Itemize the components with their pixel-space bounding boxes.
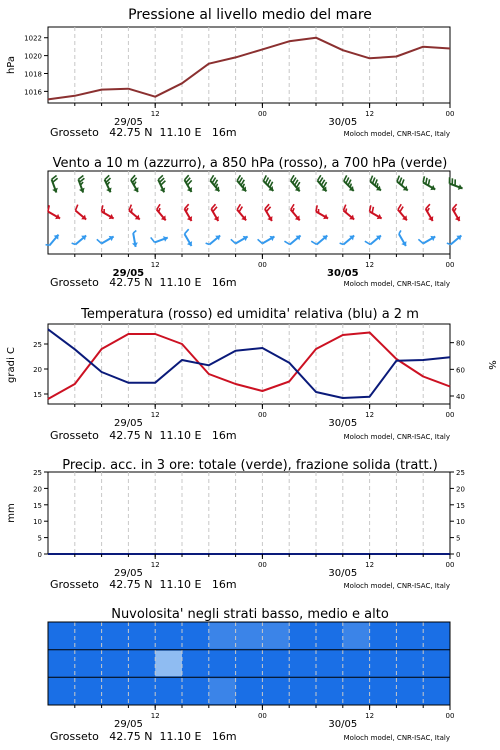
humidity-ylabel: % — [486, 360, 497, 370]
wind-barb — [185, 229, 193, 246]
barb-half-feather — [216, 184, 217, 188]
pressure-grid — [75, 27, 423, 103]
x-date-label: 29/05 — [113, 117, 143, 128]
wind-barb — [211, 204, 219, 221]
barb-feather — [293, 178, 296, 183]
barb-half-feather — [454, 208, 456, 211]
barb-feather — [397, 176, 399, 182]
y-tick-label-right: 80 — [456, 339, 465, 348]
wind-barb — [316, 205, 328, 219]
temperature-credit: Moloch model, CNR-ISAC, Italy — [343, 433, 450, 441]
wind-barb — [237, 175, 246, 191]
barb-feather — [239, 207, 242, 212]
wind-barb — [426, 204, 434, 221]
y-tick-label: 0 — [37, 551, 42, 559]
barb-feather — [370, 176, 372, 182]
y-tick-label-right: 40 — [456, 393, 465, 401]
temperature-panel — [6, 307, 497, 442]
barb-half-feather — [350, 184, 351, 188]
x-hour-label: 00 — [257, 712, 267, 720]
x-hour-label: 12 — [365, 712, 375, 720]
wind-barb — [72, 236, 87, 245]
x-hour-label: 00 — [445, 561, 455, 569]
precipitation-y-ticks — [33, 469, 48, 559]
wind-barb — [131, 175, 139, 192]
precipitation-grid — [75, 472, 423, 554]
pressure-y-ticks — [24, 35, 48, 97]
cloud-credit: Moloch model, CNR-ISAC, Italy — [343, 734, 450, 742]
x-date-label: 30/05 — [328, 117, 358, 128]
barb-feather — [319, 178, 322, 183]
wind-panel — [46, 156, 463, 289]
wind-barb — [102, 205, 114, 219]
wind-barb — [265, 204, 273, 221]
y-tick-label: 5 — [37, 534, 42, 543]
y-tick-label: 10 — [33, 518, 42, 527]
wind-barb — [370, 176, 381, 191]
cloud-cell — [236, 623, 263, 649]
precipitation-panel — [6, 458, 465, 591]
x-hour-label: 00 — [257, 110, 267, 118]
temperature-x-ticks — [75, 404, 455, 429]
pressure-location: Grosseto 42.75 N 11.10 E 16m — [50, 126, 237, 139]
y-tick-label-right: 5 — [456, 534, 461, 543]
cloud-cell — [155, 651, 182, 677]
wind-barb — [370, 205, 382, 219]
y-tick-label: 1016 — [24, 88, 42, 97]
wind-barb — [423, 176, 435, 190]
barb-half-feather — [243, 184, 244, 188]
barb-half-feather — [80, 182, 83, 185]
x-hour-label: 00 — [257, 261, 267, 269]
temperature-grid — [75, 324, 423, 404]
pressure-credit: Moloch model, CNR-ISAC, Italy — [343, 130, 450, 138]
x-hour-label: 12 — [150, 712, 160, 720]
barb-feather — [426, 178, 427, 184]
barb-half-feather — [131, 208, 132, 212]
y-tick-label-right: 10 — [456, 518, 465, 527]
wind-barb — [132, 231, 138, 247]
cloud-location: Grosseto 42.75 N 11.10 E 16m — [50, 730, 237, 743]
wind-barb — [311, 236, 327, 245]
wind-barb — [318, 175, 327, 191]
barb-feather — [373, 178, 375, 184]
wind-barb — [231, 236, 248, 244]
x-date-label: 30/05 — [328, 568, 358, 579]
pressure-plot-frame — [48, 27, 450, 103]
wind-barb — [48, 205, 60, 219]
wind-barb — [151, 236, 168, 242]
x-hour-label: 12 — [365, 110, 375, 118]
wind-barb — [157, 204, 166, 220]
wind-barb — [52, 175, 58, 192]
y-tick-label-right: 20 — [456, 485, 465, 494]
barb-half-feather — [133, 231, 136, 234]
wind-barb — [447, 236, 462, 245]
wind-location: Grosseto 42.75 N 11.10 E 16m — [50, 276, 237, 289]
temperature-plot-frame — [48, 324, 450, 404]
y-tick-label: 1022 — [24, 34, 42, 43]
wind-barb — [105, 175, 112, 192]
wind-barb — [258, 236, 275, 244]
wind-barb — [397, 176, 408, 191]
wind-barb — [129, 205, 140, 220]
x-hour-label: 12 — [150, 261, 160, 269]
wind-barb — [158, 175, 165, 192]
cloud-cell — [343, 623, 370, 649]
x-date-label: 29/05 — [113, 418, 143, 429]
pressure-title: Pressione al livello medio del mare — [128, 7, 372, 23]
y-tick-label: 1020 — [24, 52, 42, 61]
cloud-cell — [209, 623, 236, 649]
precipitation-x-ticks — [75, 554, 455, 579]
cloud-cell — [209, 678, 236, 704]
cloud-x-ticks — [75, 705, 455, 730]
barb-feather — [237, 175, 240, 180]
wind-barb — [291, 204, 300, 220]
precipitation-credit: Moloch model, CNR-ISAC, Italy — [343, 582, 450, 590]
wind-barb — [97, 236, 114, 244]
barb-feather — [212, 178, 215, 183]
wind-barb — [453, 204, 461, 221]
wind-barb — [398, 204, 407, 220]
barb-half-feather — [293, 208, 294, 212]
temperature-title: Temperatura (rosso) ed umidita' relativa (blu) a 2 m — [81, 307, 419, 322]
wind-barb — [206, 236, 221, 245]
cloud-title: Nuvolosita' negli strati basso, medio e alto — [111, 607, 389, 622]
temperature-line — [48, 333, 450, 400]
pressure-x-ticks — [75, 103, 455, 128]
barb-feather — [321, 180, 324, 185]
barb-feather — [268, 180, 271, 186]
wind-title: Vento a 10 m (azzurro), a 850 hPa (rosso), a 700 hPa (verde) — [52, 156, 448, 171]
precipitation-ylabel: mm — [6, 503, 17, 523]
barb-half-feather — [377, 183, 378, 187]
y-tick-label: 1018 — [24, 70, 42, 79]
wind-barb — [365, 236, 381, 245]
barb-feather — [318, 175, 321, 180]
y-tick-label: 25 — [33, 469, 42, 477]
y-tick-label-right: 25 — [456, 469, 465, 477]
x-hour-label: 12 — [365, 561, 375, 569]
barb-feather — [375, 179, 377, 185]
temperature-ylabel: gradi C — [6, 347, 17, 383]
x-hour-label: 12 — [365, 411, 375, 419]
y-tick-label-right: 15 — [456, 501, 465, 510]
barb-feather — [258, 239, 263, 243]
precipitation-title: Precip. acc. in 3 ore: totale (verde), frazione solida (tratt.) — [62, 458, 438, 473]
y-tick-label: 15 — [33, 501, 42, 510]
barb-feather — [423, 176, 424, 182]
barb-feather — [402, 179, 404, 185]
precipitation-location: Grosseto 42.75 N 11.10 E 16m — [50, 578, 237, 591]
x-date-label: 30/05 — [327, 268, 359, 279]
x-hour-label: 00 — [445, 261, 455, 269]
cloud-panel — [48, 607, 454, 743]
x-hour-label: 00 — [257, 561, 267, 569]
wind-barb — [46, 235, 59, 246]
barb-feather — [210, 175, 213, 180]
wind-barb — [75, 205, 86, 220]
wind-barb — [78, 175, 84, 192]
barb-feather — [237, 204, 240, 209]
x-hour-label: 12 — [150, 411, 160, 419]
y-tick-label: 20 — [33, 366, 42, 374]
precipitation-y-ticks-right — [450, 469, 465, 559]
barb-feather — [295, 180, 298, 185]
temperature-humidity-series — [48, 329, 450, 399]
pressure-ylabel: hPa — [6, 55, 17, 75]
wind-barb — [418, 236, 435, 244]
y-tick-label: 25 — [33, 341, 42, 349]
barb-feather — [291, 175, 294, 180]
x-date-label: 29/05 — [113, 719, 143, 730]
barb-half-feather — [186, 208, 188, 211]
y-tick-label: 20 — [33, 485, 42, 494]
x-date-label: 30/05 — [328, 418, 358, 429]
precipitation-plot-frame — [48, 472, 450, 554]
wind-barb — [237, 204, 246, 220]
barb-feather — [346, 178, 349, 184]
cloud-cells — [48, 622, 450, 705]
barb-feather — [129, 205, 131, 211]
x-date-label: 30/05 — [328, 719, 358, 730]
y-tick-label: 15 — [33, 391, 42, 399]
wind-barb — [344, 175, 354, 191]
wind-barb — [291, 175, 300, 191]
barb-half-feather — [107, 182, 109, 185]
barb-feather — [231, 239, 236, 243]
wind-barb — [185, 175, 193, 192]
wind-barb — [449, 177, 462, 190]
y-tick-label-right: 60 — [456, 366, 465, 375]
humidity-y-ticks — [450, 340, 465, 401]
barb-feather — [372, 207, 373, 213]
barb-feather — [239, 178, 242, 183]
wind-barb — [210, 175, 219, 191]
barb-feather — [399, 178, 401, 184]
y-tick-label-right: 0 — [456, 551, 461, 559]
barb-feather — [400, 207, 403, 212]
barb-half-feather — [159, 208, 160, 212]
barb-feather — [398, 204, 401, 209]
x-hour-label: 12 — [365, 261, 375, 269]
x-hour-label: 12 — [150, 110, 160, 118]
wind-credit: Moloch model, CNR-ISAC, Italy — [343, 280, 450, 288]
wind-barb — [263, 175, 273, 191]
barb-feather — [151, 237, 155, 242]
barb-feather — [266, 178, 269, 184]
barb-feather — [97, 239, 102, 243]
pressure-series — [48, 38, 450, 100]
barb-feather — [343, 205, 345, 211]
pressure-line — [48, 38, 450, 100]
wind-barb — [284, 236, 300, 245]
pressure-panel — [6, 7, 454, 139]
barb-feather — [75, 205, 77, 211]
x-hour-label: 00 — [257, 411, 267, 419]
wind-barb — [343, 205, 354, 220]
barb-half-feather — [46, 245, 50, 246]
barb-half-feather — [399, 230, 401, 233]
wind-barb — [340, 236, 355, 245]
temperature-location: Grosseto 42.75 N 11.10 E 16m — [50, 429, 237, 442]
wind-barbs — [46, 175, 463, 247]
barb-half-feather — [346, 208, 347, 212]
barb-head — [132, 242, 138, 246]
cloud-cell — [262, 623, 289, 649]
barb-feather — [344, 175, 347, 181]
barb-feather — [418, 239, 423, 243]
x-hour-label: 00 — [445, 712, 455, 720]
barb-feather — [428, 179, 429, 185]
wind-barb — [399, 230, 407, 246]
x-hour-label: 12 — [150, 561, 160, 569]
x-hour-label: 00 — [445, 411, 455, 419]
barb-feather — [263, 175, 266, 181]
barb-half-feather — [134, 182, 136, 185]
x-date-label: 29/05 — [112, 268, 145, 279]
barb-feather — [185, 229, 189, 234]
temperature-y-ticks — [33, 341, 48, 399]
wind-barb — [185, 204, 193, 221]
barb-half-feather — [427, 208, 429, 211]
x-date-label: 29/05 — [113, 568, 143, 579]
x-hour-label: 00 — [445, 110, 455, 118]
